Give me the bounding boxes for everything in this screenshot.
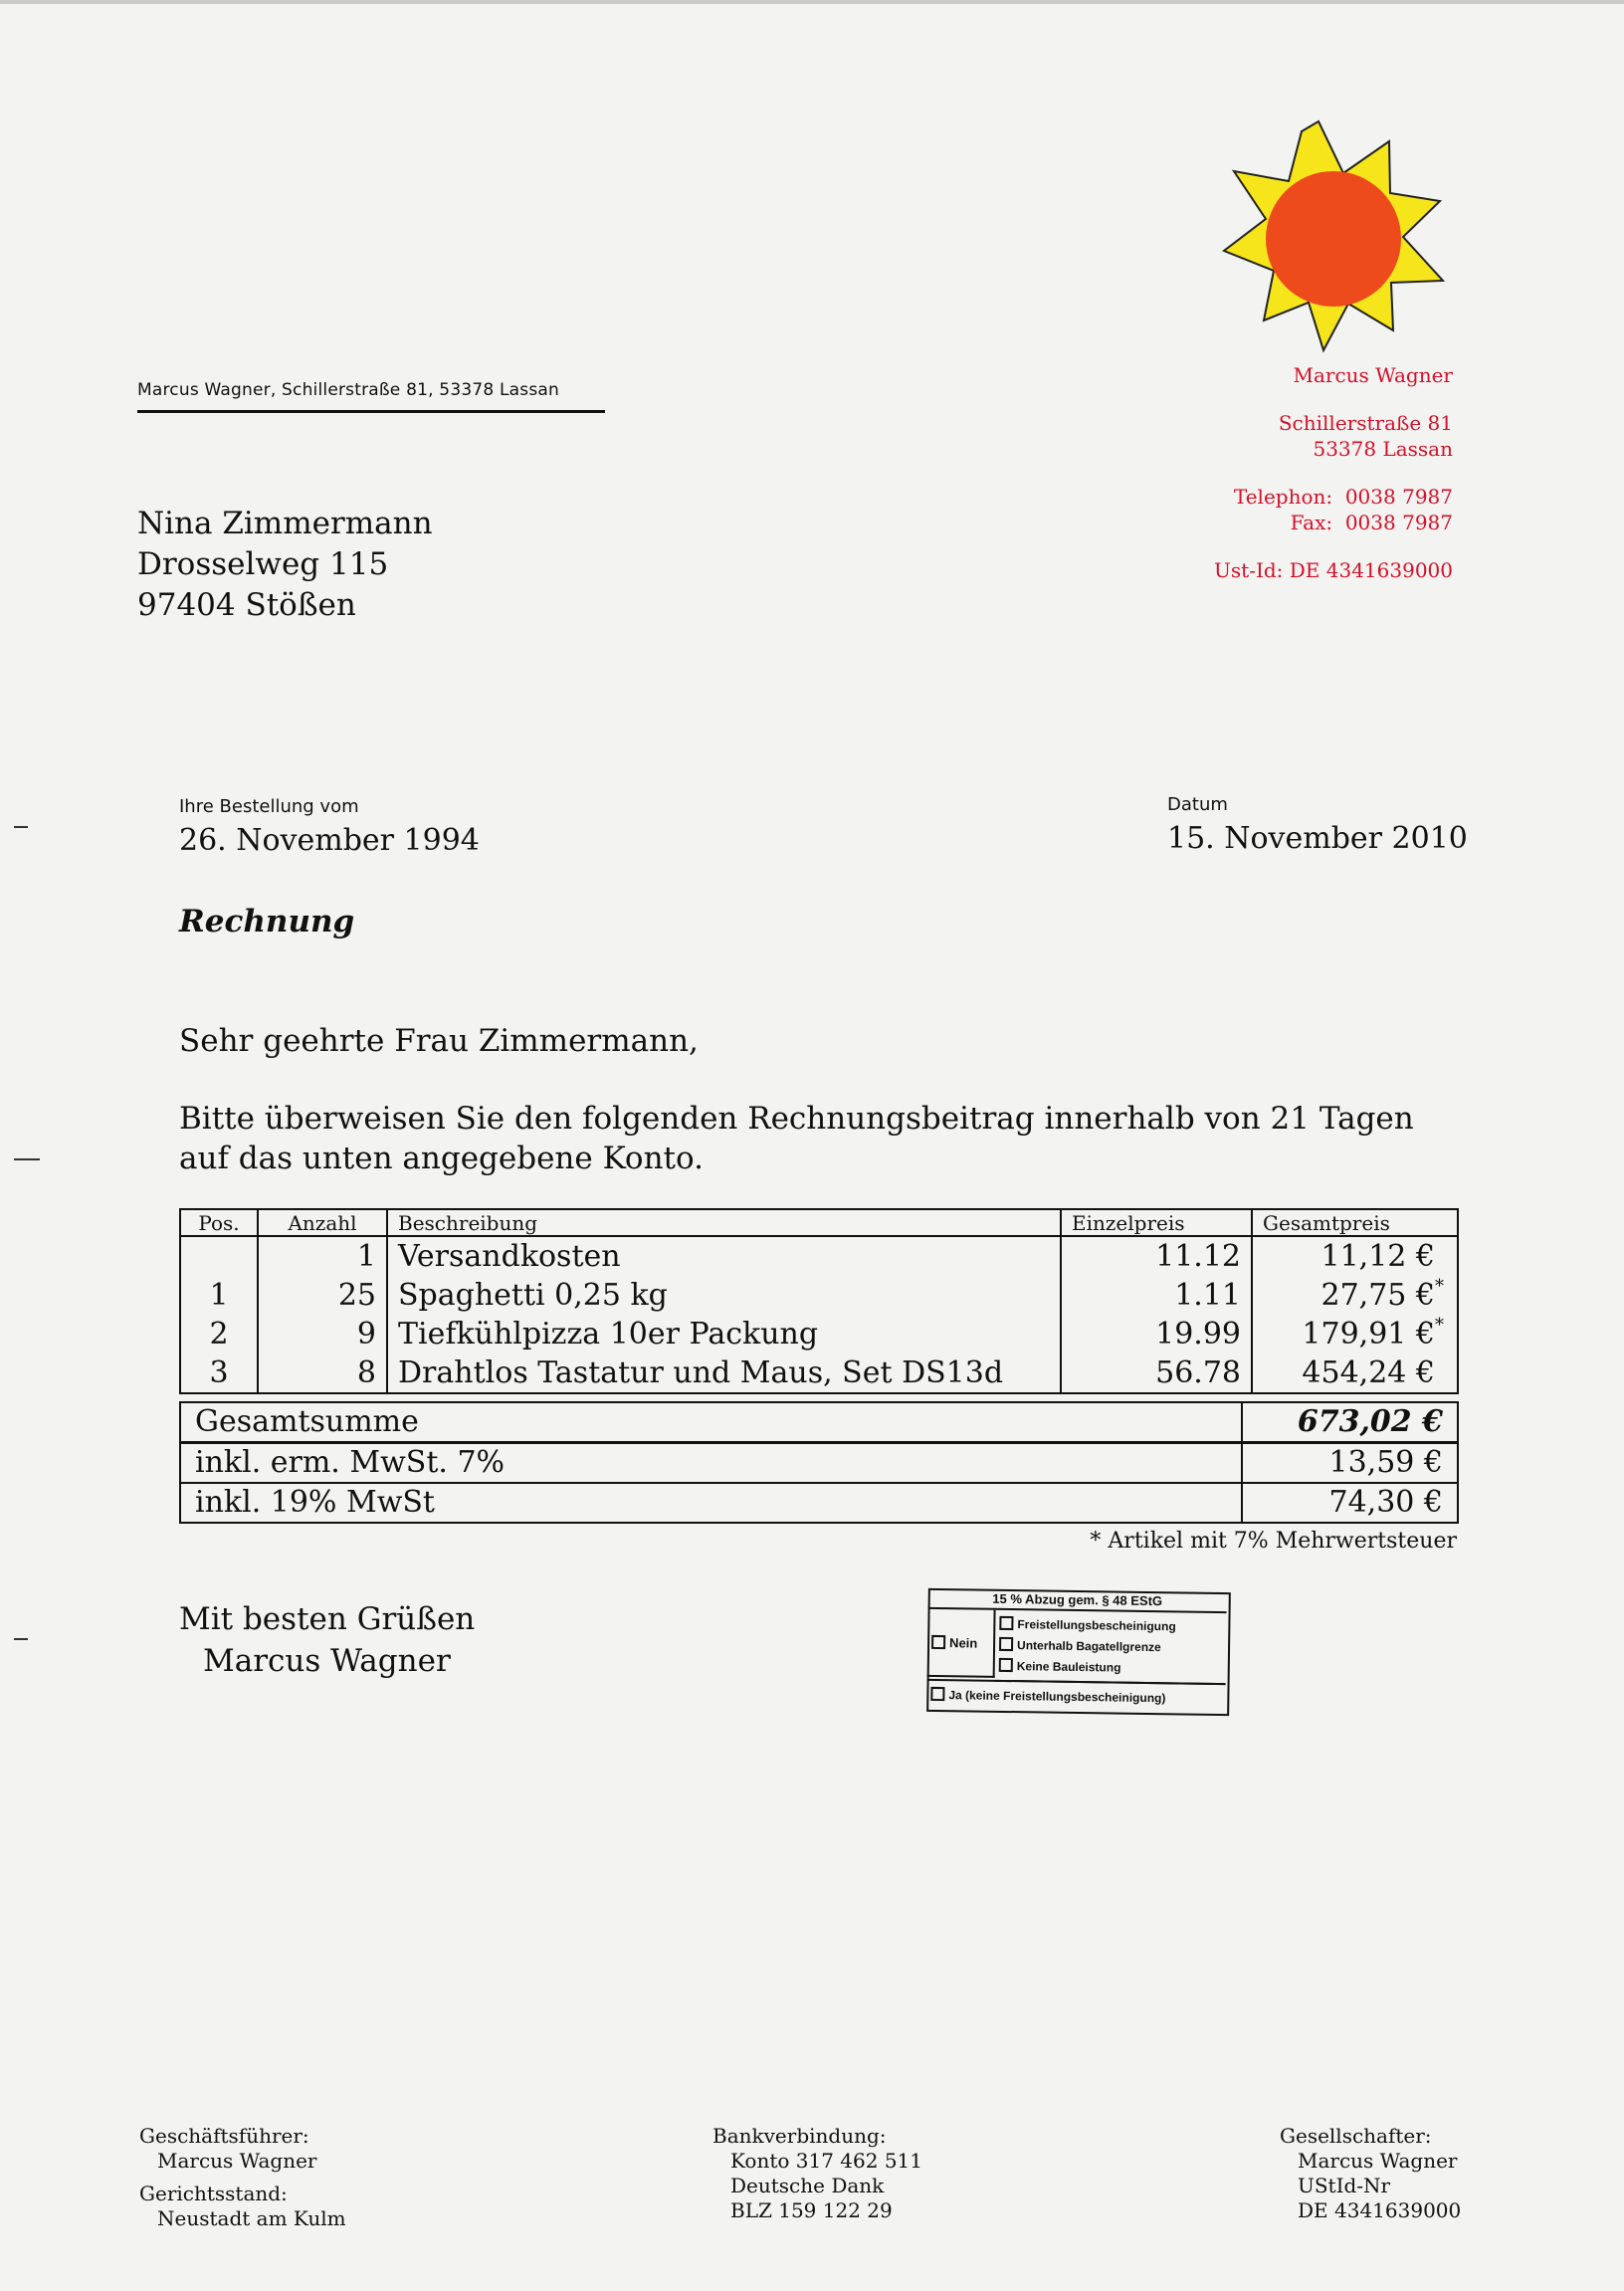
header-qty: Anzahl: [258, 1209, 387, 1236]
footer-center: [712, 2124, 922, 2223]
document-title: Rechnung: [179, 904, 355, 939]
row-qty: 1: [258, 1236, 387, 1276]
stamp-ja-label: Ja (keine Freistellungsbescheinigung): [948, 1688, 1166, 1706]
summary-table: [179, 1401, 1459, 1524]
vat7-label: inkl. erm. MwSt. 7%: [180, 1443, 1242, 1484]
stamp-option: [999, 1616, 1226, 1635]
return-address-underline: [137, 410, 605, 413]
footer-managing-director: Marcus Wagner: [157, 2149, 317, 2173]
footer-court-label: Gerichtsstand:: [139, 2182, 288, 2205]
footer-partner: Marcus Wagner: [1298, 2149, 1458, 2173]
row-unit-price: 19.99: [1061, 1315, 1252, 1354]
row-total-value: 179,91 €: [1302, 1316, 1435, 1352]
stamp-options: [999, 1611, 1227, 1677]
sender-block: [1214, 362, 1453, 583]
closing-name: Marcus Wagner: [203, 1643, 451, 1679]
row-desc: Drahtlos Tastatur und Maus, Set DS13d: [387, 1354, 1061, 1393]
sender-ust-id: Ust-Id: DE 4341639000: [1214, 558, 1453, 582]
footer-ustid-label: UStId-Nr: [1298, 2174, 1391, 2197]
footer-left: [139, 2124, 346, 2231]
row-qty: 8: [258, 1354, 387, 1393]
checkbox-keine-bauleistung[interactable]: [999, 1658, 1013, 1672]
sender-city: 53378 Lassan: [1313, 437, 1453, 461]
row-total-value: 11,12 €: [1320, 1238, 1435, 1274]
row-total-price: [1252, 1354, 1458, 1393]
table-row: [180, 1236, 1458, 1276]
sender-name: Marcus Wagner: [1293, 363, 1453, 387]
row-desc: Versandkosten: [387, 1236, 1061, 1276]
row-desc: Tiefkühlpizza 10er Packung: [387, 1315, 1061, 1354]
salutation: Sehr geehrte Frau Zimmermann,: [179, 1023, 699, 1059]
row-total-price: [1252, 1315, 1458, 1354]
footer-managing-director-label: Geschäftsführer:: [139, 2124, 309, 2148]
order-date: 26. November 1994: [179, 823, 480, 858]
order-label: Ihre Bestellung vom: [179, 796, 359, 817]
vat7-value: 13,59 €: [1242, 1443, 1458, 1484]
summary-row-vat19: [180, 1483, 1458, 1523]
header-desc: Beschreibung: [387, 1209, 1061, 1236]
vat-footnote: * Artikel mit 7% Mehrwertsteuer: [1090, 1529, 1457, 1554]
footer-bank-label: Bankverbindung:: [712, 2124, 887, 2148]
checkbox-ja[interactable]: [930, 1687, 944, 1701]
row-vat-mark: *: [1435, 1275, 1444, 1297]
recipient-address: [137, 504, 433, 626]
sender-fax: Fax: 0038 7987: [1290, 511, 1453, 534]
row-pos: 2: [180, 1315, 258, 1354]
table-row: [180, 1315, 1458, 1354]
table-header-row: [180, 1209, 1458, 1236]
punch-mark: [14, 1158, 40, 1160]
closing-greeting: Mit besten Grüßen: [179, 1601, 476, 1637]
body-line-1: Bitte überweisen Sie den folgenden Rechnungsbeitrag innerhalb von 21 Tagen: [179, 1101, 1414, 1137]
items-table: [179, 1208, 1459, 1394]
vat19-value: 74,30 €: [1242, 1483, 1458, 1523]
row-pos: 3: [180, 1354, 258, 1393]
date-label: Datum: [1167, 794, 1228, 815]
stamp-option: [999, 1658, 1226, 1677]
header-pos: Pos.: [180, 1209, 258, 1236]
stamp-nein-label: Nein: [949, 1635, 978, 1651]
top-edge: [0, 0, 1624, 4]
stamp-header: 15 % Abzug gem. § 48 EStG: [928, 1588, 1227, 1613]
footer-bank-code: BLZ 159 122 29: [730, 2198, 893, 2222]
stamp-option: [999, 1637, 1226, 1656]
checkbox-bagatellgrenze[interactable]: [999, 1637, 1013, 1651]
checkbox-freistellung[interactable]: [999, 1616, 1013, 1630]
stamp-option-label: Unterhalb Bagatellgrenze: [1016, 1638, 1161, 1655]
vat19-label: inkl. 19% MwSt: [180, 1483, 1242, 1523]
row-total-value: 454,24 €: [1302, 1354, 1435, 1390]
checkbox-nein[interactable]: [931, 1635, 945, 1649]
row-qty: 25: [258, 1276, 387, 1315]
row-total-price: [1252, 1276, 1458, 1315]
sun-logo-icon: [1204, 111, 1453, 360]
row-unit-price: 11.12: [1061, 1236, 1252, 1276]
recipient-street: Drosselweg 115: [137, 546, 389, 582]
date-value: 15. November 2010: [1167, 821, 1468, 856]
row-vat-mark: *: [1435, 1314, 1444, 1336]
total-value: 673,02 €: [1242, 1402, 1458, 1443]
table-row: [180, 1276, 1458, 1315]
fold-mark: [14, 1638, 28, 1640]
footer-bank-account: Konto 317 462 511: [730, 2149, 922, 2173]
sun-disc: [1266, 171, 1401, 307]
summary-row-vat7: [180, 1443, 1458, 1484]
row-pos: [180, 1236, 258, 1276]
sender-street: Schillerstraße 81: [1278, 411, 1453, 435]
row-total-price: [1252, 1236, 1458, 1276]
total-label: Gesamtsumme: [180, 1402, 1242, 1443]
recipient-name: Nina Zimmermann: [137, 506, 433, 541]
table-row: [180, 1354, 1458, 1393]
header-total-price: Gesamtpreis: [1252, 1209, 1458, 1236]
row-desc: Spaghetti 0,25 kg: [387, 1276, 1061, 1315]
body-line-2: auf das unten angegebene Konto.: [179, 1141, 704, 1176]
body-text: [179, 1099, 1473, 1178]
fold-mark: [14, 826, 28, 828]
row-unit-price: 1.11: [1061, 1276, 1252, 1315]
row-total-value: 27,75 €: [1320, 1277, 1435, 1313]
stamp-option-label: Keine Bauleistung: [1016, 1659, 1121, 1675]
footer-court: Neustadt am Kulm: [157, 2206, 346, 2230]
stamp-ja: [926, 1679, 1225, 1713]
closing: [179, 1598, 475, 1682]
header-unit-price: Einzelpreis: [1061, 1209, 1252, 1236]
return-address: Marcus Wagner, Schillerstraße 81, 53378 Lassan: [137, 380, 559, 400]
footer-bank-name: Deutsche Dank: [730, 2174, 885, 2197]
sender-phone: Telephon: 0038 7987: [1233, 485, 1453, 509]
summary-row-total: [180, 1402, 1458, 1443]
row-pos: 1: [180, 1276, 258, 1315]
tax-stamp: [926, 1588, 1231, 1716]
footer-right: [1280, 2124, 1461, 2223]
footer-ustid: DE 4341639000: [1298, 2198, 1462, 2222]
row-qty: 9: [258, 1315, 387, 1354]
stamp-nein: [927, 1609, 996, 1678]
recipient-city: 97404 Stößen: [137, 587, 356, 623]
row-unit-price: 56.78: [1061, 1354, 1252, 1393]
stamp-option-label: Freistellungsbescheinigung: [1017, 1617, 1176, 1634]
footer-partner-label: Gesellschafter:: [1280, 2124, 1432, 2148]
